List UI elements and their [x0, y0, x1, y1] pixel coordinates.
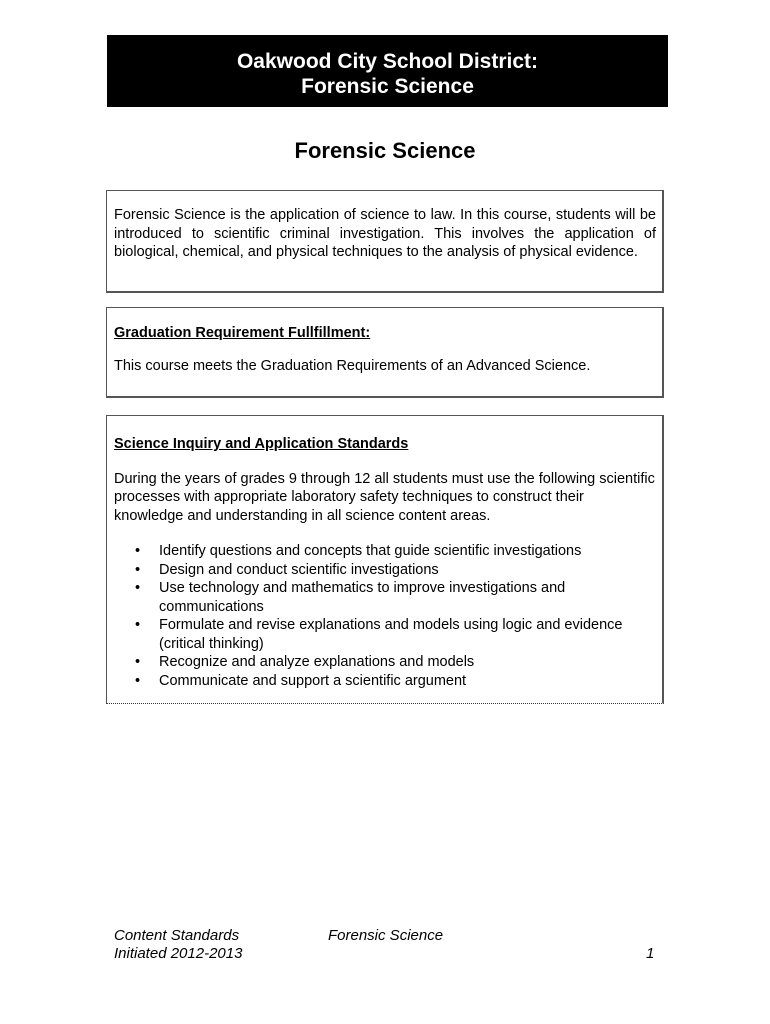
list-item: • Design and conduct scientific investigations	[114, 561, 656, 580]
list-item: • Identify questions and concepts that guide scientific investigations	[114, 542, 656, 561]
inquiry-list	[114, 542, 656, 690]
page-title: Forensic Science	[294, 138, 476, 163]
graduation-requirement-box	[106, 307, 664, 398]
list-item: • Use technology and mathematics to improve investigations and communications	[114, 579, 656, 616]
page-number: 1	[646, 945, 655, 962]
footer-content-standards: Content Standards	[114, 927, 240, 944]
inquiry-intro: During the years of grades 9 through 12 all students must use the following scientific processes with appropriate laboratory safety techniques to construct their knowledge and understanding in all science content areas.	[114, 470, 655, 524]
course-description-box	[106, 190, 664, 293]
header-banner	[107, 35, 668, 107]
district-title: Oakwood City School District:	[236, 50, 539, 73]
list-item: • Recognize and analyze explanations and models	[114, 653, 656, 672]
footer-course-name: Forensic Science	[328, 927, 444, 944]
footer-initiated: Initiated 2012-2013	[114, 945, 243, 962]
course-description: Forensic Science is the application of science to law. In this course, students will be introduced to scientific criminal investigation. This involves the application of biological, chemical, and physical techniques to the analysis of physical evidence.	[114, 207, 656, 260]
list-item: • Communicate and support a scientific argument	[114, 672, 656, 691]
graduation-heading: Graduation Requirement Fullfillment:	[114, 325, 371, 341]
inquiry-heading: Science Inquiry and Application Standards	[114, 436, 409, 452]
footer-left	[114, 927, 242, 963]
course-subtitle: Forensic Science	[301, 75, 474, 98]
graduation-text: This course meets the Graduation Requirements of an Advanced Science.	[114, 357, 591, 374]
inquiry-standards-box	[106, 415, 664, 704]
list-item: • Formulate and revise explanations and models using logic and evidence (critical thinking)	[114, 616, 656, 653]
